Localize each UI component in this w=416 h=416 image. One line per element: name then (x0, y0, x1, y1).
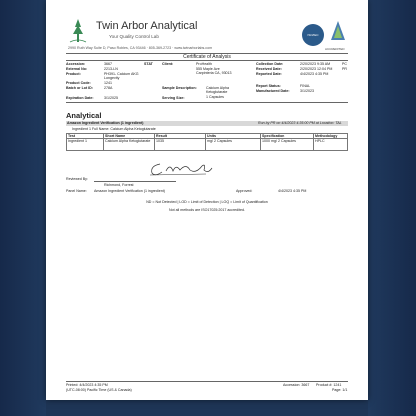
sample-description-value-2: Ketoglutarate (206, 90, 228, 94)
client-address-2: Carpinteria CA, 93013 (196, 71, 232, 75)
analytical-heading: Analytical (66, 111, 102, 120)
product-code-value: 1241 (104, 81, 112, 85)
col-short-name: Short Name (104, 134, 155, 139)
cell-test: Ingredient 1 (67, 139, 104, 151)
batch-lot-label: Batch or Lot ID: (66, 86, 93, 90)
seal-text: ISO/IEC (307, 33, 319, 37)
approved-value: 4/4/2023 4:35 PM (278, 189, 307, 193)
expiration-value: 3/1/2025 (104, 96, 118, 100)
collection-date-label: Collection Date: (256, 62, 284, 66)
reviewed-by-label: Reviewed By: (66, 177, 88, 181)
certificate-page (46, 0, 368, 400)
lab-tagline: Your Quality Control Lab (109, 34, 159, 39)
lab-name: Twin Arbor Analytical (96, 20, 198, 32)
panel-name-label: Panel Name: (66, 189, 87, 193)
product-label: Product: (66, 72, 81, 76)
product-value-line2: Longevity (104, 76, 120, 80)
iso-seal-icon (302, 24, 324, 46)
col-test: Test (67, 134, 104, 139)
collection-tag: PC (342, 62, 347, 66)
footer-rule (66, 381, 348, 382)
footer-product: Product #: 1241 (316, 383, 342, 387)
tree-logo-icon (68, 18, 88, 44)
title-rule-bottom (66, 60, 348, 61)
client-name: ProHealth (196, 62, 212, 66)
panel-run-info: Run by PR on 4/4/2023 4:35:00 PM at Location: TAL (258, 121, 342, 125)
reported-date-value: 4/4/2023 4:35 PM (300, 72, 329, 76)
client-address-1: 555 Maple Ave (196, 67, 220, 71)
footer-page: Page: 1/1 (332, 388, 348, 392)
col-units: Units (206, 134, 261, 139)
accreditation-mark-icon (329, 20, 347, 46)
collection-date-value: 2/20/2023 9:35 AM (300, 62, 331, 66)
ingredient-name-line: Ingredient 1 Full Name: Calcium Alpha Ketoglutarate (72, 127, 156, 131)
received-date-label: Received Date: (256, 67, 282, 71)
serving-size-label: Serving Size: (162, 96, 185, 100)
cell-methodology: HPLC (314, 139, 348, 151)
stat-flag: STAT (144, 62, 153, 66)
accession-value: 3667 (104, 62, 112, 66)
signature-line (94, 181, 176, 182)
external-no-label: External No: (66, 67, 88, 71)
report-status-value: FINAL (300, 84, 311, 88)
report-status-label: Report Status: (256, 84, 281, 88)
cell-units: mg/ 2 Capsules (206, 139, 261, 151)
external-no-value: 2213-LN (104, 67, 118, 71)
printed-timezone: (UTC-08:00) Pacific Time (US & Canada) (66, 388, 132, 392)
table-row (67, 139, 348, 151)
manufactured-date-value: 3/1/2023 (300, 89, 314, 93)
sample-description-value: Calcium Alpha (206, 86, 229, 90)
reviewer-signature-icon (146, 160, 216, 178)
client-label: Client: (162, 62, 174, 66)
received-date-value: 2/20/2023 12:04 PM (300, 67, 333, 71)
cell-specification: 1000 mg/ 2 Capsules (261, 139, 314, 151)
col-methodology: Methodology (314, 134, 348, 139)
document-title: Certificate of Analysis (183, 54, 231, 60)
serving-size-value: 1 Capsules (206, 95, 224, 99)
header-rule (66, 102, 348, 103)
background-left-panel (0, 0, 46, 416)
cell-result: 1035 (155, 139, 206, 151)
reviewer-name: Richmond, Forrest (104, 183, 134, 187)
reported-date-label: Reported Date: (256, 72, 282, 76)
received-tag: PR (342, 67, 347, 71)
background-right-panel (368, 0, 416, 416)
cell-short-name: Calcium Alpha Ketoglutarate (104, 139, 155, 151)
approved-label: Approved: (236, 189, 253, 193)
product-value: PH391- Calcium AKG (104, 72, 139, 76)
batch-lot-value: 278A (104, 86, 113, 90)
accreditation-note: Not all methods are ISO17025:2017 accredited. (169, 208, 245, 212)
panel-name-value: Amazon Ingredient Verification (1 ingredient) (94, 189, 165, 193)
col-specification: Specification (261, 134, 314, 139)
product-code-label: Product Code: (66, 81, 91, 85)
lab-address: 2990 Ruth Way Suite D, Paso Robles, CA 93446 · 805-369-2723 · www.twinarborlabs.com (68, 46, 213, 50)
panel-title: Amazon Ingredient Verification (1 ingredient) (67, 121, 144, 125)
results-table (66, 133, 348, 151)
manufactured-date-label: Manufactured Date: (256, 89, 290, 93)
accession-label: Accession: (66, 62, 86, 66)
printed-date: Printed: 4/4/2023 4:35 PM (66, 383, 108, 387)
abbreviation-note: ND = Not Detected | LOD = Limit of Detection | LOQ = Limit of Quantification (146, 200, 268, 204)
expiration-label: Expiration Date: (66, 96, 94, 100)
sample-description-label: Sample Description: (162, 86, 197, 90)
col-result: Result (155, 134, 206, 139)
footer-accession: Accession: 3667 (283, 383, 310, 387)
accreditation-label: ACCREDITED (325, 47, 345, 51)
